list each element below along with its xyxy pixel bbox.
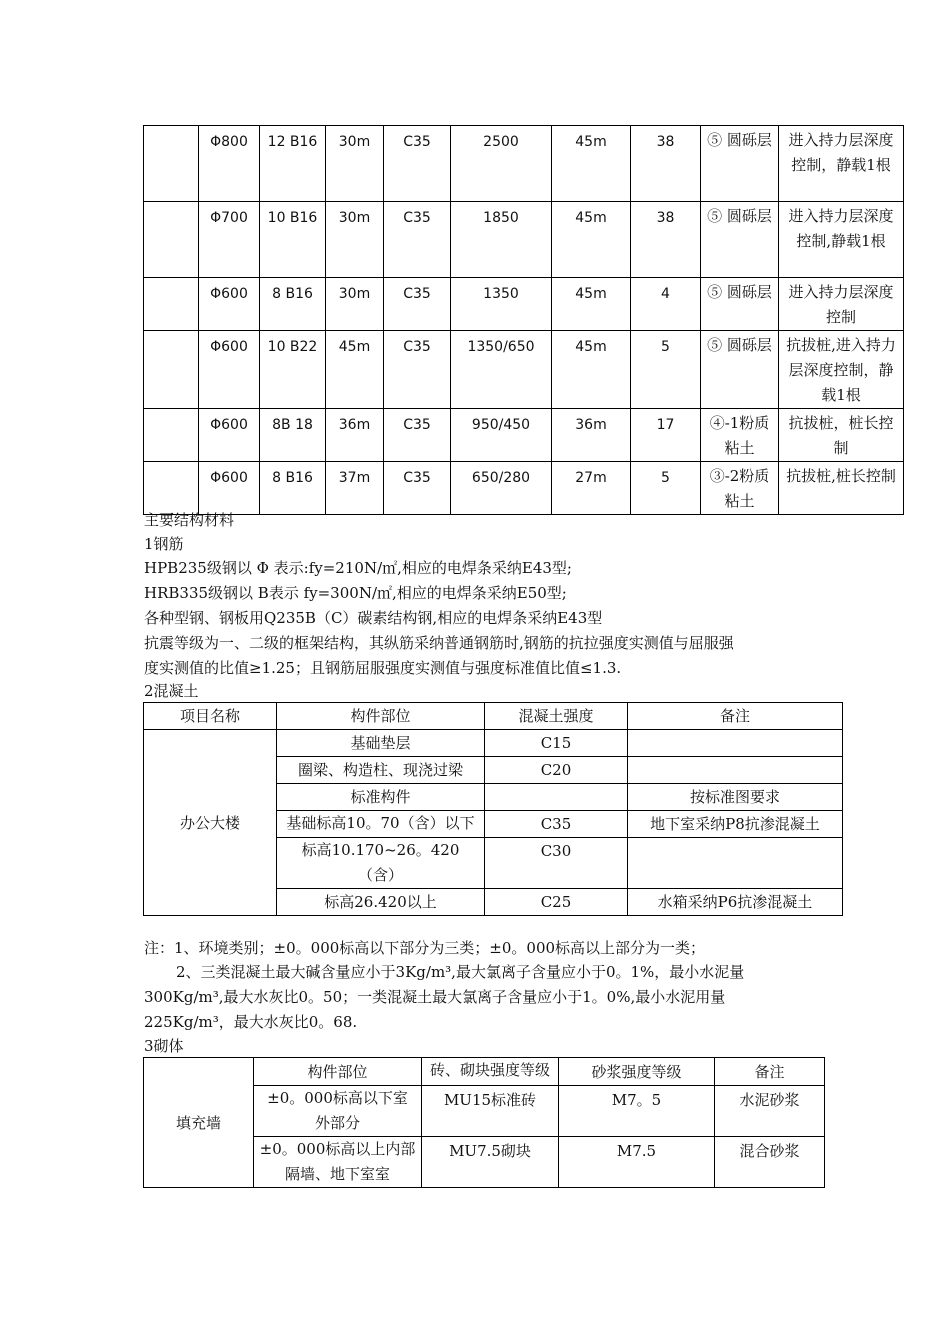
table-cell: 混合砂浆 xyxy=(715,1137,825,1188)
empty-cell xyxy=(144,409,199,462)
table-cell-layer: ⑤ 圆砾层 xyxy=(701,331,779,409)
category-cell: 填充墙 xyxy=(144,1058,254,1188)
table-cell-rebar: 8 B16 xyxy=(260,278,326,331)
concrete-table xyxy=(143,702,843,916)
table-cell-conc: C35 xyxy=(384,462,451,515)
table-cell-count: 5 xyxy=(631,331,701,409)
table-cell-conc: C35 xyxy=(384,331,451,409)
table-cell xyxy=(628,757,843,784)
table-cell xyxy=(628,838,843,889)
table-cell-layer: ③-2粉质粘土 xyxy=(701,462,779,515)
table-cell-layer: ⑤ 圆砾层 xyxy=(701,202,779,278)
table-cell-dia: Φ600 xyxy=(199,462,260,515)
table-cell: 基础标高10。70（含）以下 xyxy=(277,811,485,838)
table-cell-note: 抗拔桩，桩长控制 xyxy=(779,409,904,462)
masonry-heading: 3砌体 xyxy=(144,1037,184,1055)
table-cell-rebar: 8B 18 xyxy=(260,409,326,462)
table-cell-len: 37m xyxy=(326,462,384,515)
table-cell-cap: 1350 xyxy=(451,278,552,331)
table-cell-cap: 950/450 xyxy=(451,409,552,462)
table-cell-dia: Φ800 xyxy=(199,126,260,202)
table-cell-depth: 27m xyxy=(552,462,631,515)
table-row xyxy=(144,126,904,202)
steel-heading: 1钢筋 xyxy=(144,535,184,553)
steel-line: HPB235级钢以 Φ 表示:fy=210N/㎡,相应的电焊条采纳E43型; xyxy=(144,559,572,577)
table-cell-dia: Φ600 xyxy=(199,409,260,462)
table-cell-rebar: 10 B22 xyxy=(260,331,326,409)
empty-cell xyxy=(144,126,199,202)
header-cell: 备注 xyxy=(628,703,843,730)
table-cell-rebar: 12 B16 xyxy=(260,126,326,202)
table-cell-cap: 2500 xyxy=(451,126,552,202)
table-cell-rebar: 10 B16 xyxy=(260,202,326,278)
empty-cell xyxy=(144,331,199,409)
table-cell-note: 抗拔桩,桩长控制 xyxy=(779,462,904,515)
table-cell-cap: 650/280 xyxy=(451,462,552,515)
table-cell xyxy=(628,730,843,757)
table-cell: 圈梁、构造柱、现浇过梁 xyxy=(277,757,485,784)
steel-line: 抗震等级为一、二级的框架结构，其纵筋采纳普通钢筋时,钢筋的抗拉强度实测值与屈服强 xyxy=(144,634,734,652)
concrete-note: 2、三类混凝土最大碱含量应小于3Kg/m³,最大氯离子含量应小于0。1%，最小水泥量 xyxy=(176,963,745,981)
table-cell-cap: 1350/650 xyxy=(451,331,552,409)
table-cell: C25 xyxy=(485,889,628,916)
table-cell-dia: Φ600 xyxy=(199,331,260,409)
table-cell-len: 36m xyxy=(326,409,384,462)
table-cell-len: 30m xyxy=(326,126,384,202)
table-row xyxy=(144,202,904,278)
concrete-heading: 2混凝土 xyxy=(144,682,199,700)
table-row xyxy=(144,730,843,757)
steel-line: HRB335级钢以 B表示 fy=300N/㎡,相应的电焊条采纳E50型; xyxy=(144,584,567,602)
empty-cell xyxy=(144,278,199,331)
concrete-note: 225Kg/m³，最大水灰比0。68. xyxy=(144,1013,358,1031)
table-cell: ±0。000标高以下室外部分 xyxy=(254,1086,422,1137)
table-cell-conc: C35 xyxy=(384,126,451,202)
table-cell: C35 xyxy=(485,811,628,838)
table-cell: 按标准图要求 xyxy=(628,784,843,811)
table-cell-note: 进入持力层深度控制，静载1根 xyxy=(779,126,904,202)
table-cell-len: 45m xyxy=(326,331,384,409)
table-cell-dia: Φ700 xyxy=(199,202,260,278)
table-cell-depth: 45m xyxy=(552,331,631,409)
table-row xyxy=(144,278,904,331)
header-cell: 砖、砌块强度等级 xyxy=(422,1058,559,1086)
header-cell: 构件部位 xyxy=(254,1058,422,1086)
table-cell-count: 5 xyxy=(631,462,701,515)
table-cell-rebar: 8 B16 xyxy=(260,462,326,515)
table-cell: 水泥砂浆 xyxy=(715,1086,825,1137)
table-cell-conc: C35 xyxy=(384,202,451,278)
table-cell: 标高26.420以上 xyxy=(277,889,485,916)
header-cell: 构件部位 xyxy=(277,703,485,730)
table-cell-note: 抗拔桩,进入持力层深度控制，静载1根 xyxy=(779,331,904,409)
table-cell-count: 4 xyxy=(631,278,701,331)
table-cell-layer: ④-1粉质粘土 xyxy=(701,409,779,462)
table-cell-len: 30m xyxy=(326,202,384,278)
table-row xyxy=(144,331,904,409)
table-cell: ±0。000标高以上内部隔墙、地下室室 xyxy=(254,1137,422,1188)
header-cell: 混凝土强度 xyxy=(485,703,628,730)
table-cell: C15 xyxy=(485,730,628,757)
table-cell: C20 xyxy=(485,757,628,784)
header-cell: 备注 xyxy=(715,1058,825,1086)
table-cell-dia: Φ600 xyxy=(199,278,260,331)
table-header-row xyxy=(144,1058,825,1086)
table-cell-cap: 1850 xyxy=(451,202,552,278)
table-cell-count: 38 xyxy=(631,126,701,202)
project-name-cell: 办公大楼 xyxy=(144,730,277,916)
table-cell: M7.5 xyxy=(559,1137,715,1188)
table-cell-conc: C35 xyxy=(384,278,451,331)
table-row xyxy=(144,462,904,515)
table-cell-depth: 45m xyxy=(552,278,631,331)
pile-table-body xyxy=(144,126,904,515)
masonry-table xyxy=(143,1057,825,1188)
steel-line: 度实测值的比值≥1.25；且钢筋屈服强度实测值与强度标准值比值≤1.3. xyxy=(144,659,622,677)
table-cell: MU7.5砌块 xyxy=(422,1137,559,1188)
table-cell-note: 进入持力层深度控制 xyxy=(779,278,904,331)
table-cell: 标准构件 xyxy=(277,784,485,811)
table-cell-conc: C35 xyxy=(384,409,451,462)
table-cell: M7。5 xyxy=(559,1086,715,1137)
table-cell-layer: ⑤ 圆砾层 xyxy=(701,278,779,331)
table-cell: C30 xyxy=(485,838,628,889)
table-cell: 基础垫层 xyxy=(277,730,485,757)
table-cell-depth: 45m xyxy=(552,202,631,278)
materials-heading: 主要结构材料 xyxy=(144,511,235,529)
table-cell-len: 30m xyxy=(326,278,384,331)
table-cell: 地下室采纳P8抗渗混凝土 xyxy=(628,811,843,838)
table-cell-layer: ⑤ 圆砾层 xyxy=(701,126,779,202)
table-cell-depth: 45m xyxy=(552,126,631,202)
empty-cell xyxy=(144,462,199,515)
concrete-note: 300Kg/m³,最大水灰比0。50；一类混凝土最大氯离子含量应小于1。0%,最小水泥用量 xyxy=(144,988,726,1006)
table-cell: MU15标准砖 xyxy=(422,1086,559,1137)
table-row xyxy=(144,409,904,462)
table-header-row xyxy=(144,703,843,730)
header-cell: 砂浆强度等级 xyxy=(559,1058,715,1086)
empty-cell xyxy=(144,202,199,278)
concrete-note: 注：1、环境类别；±0。000标高以下部分为三类；±0。000标高以上部分为一类； xyxy=(144,939,706,957)
pile-table xyxy=(143,125,904,515)
table-cell-count: 17 xyxy=(631,409,701,462)
table-cell-note: 进入持力层深度控制,静载1根 xyxy=(779,202,904,278)
header-cell: 项目名称 xyxy=(144,703,277,730)
steel-line: 各种型钢、钢板用Q235B（C）碳素结构钢,相应的电焊条采纳E43型 xyxy=(144,609,603,627)
table-cell: 水箱采纳P6抗渗混凝土 xyxy=(628,889,843,916)
table-cell-count: 38 xyxy=(631,202,701,278)
table-cell-depth: 36m xyxy=(552,409,631,462)
table-cell xyxy=(485,784,628,811)
table-cell: 标高10.170~26。420（含） xyxy=(277,838,485,889)
